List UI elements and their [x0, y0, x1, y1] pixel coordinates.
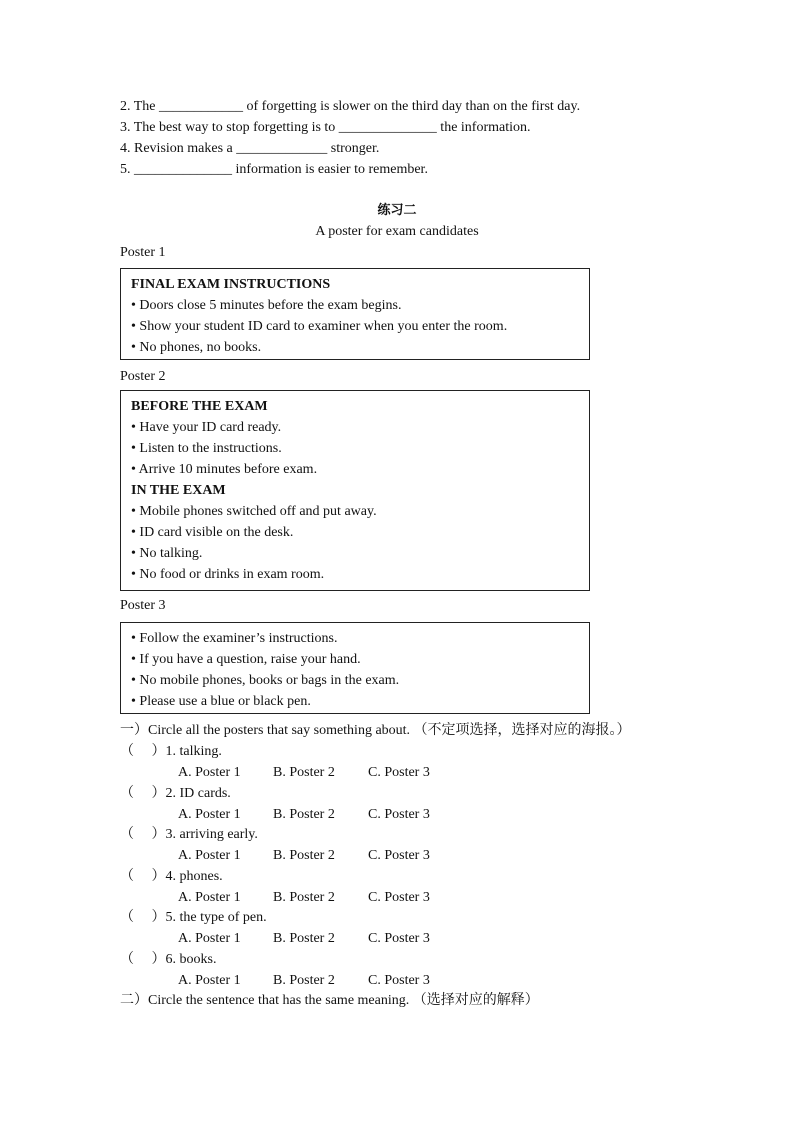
- poster-2-box: [120, 390, 590, 591]
- question-1-option-c[interactable]: C. Poster 3: [368, 765, 430, 780]
- poster-3-item: • If you have a question, raise your hand.: [131, 652, 361, 667]
- question-3-option-b[interactable]: B. Poster 2: [273, 848, 335, 863]
- question-1-option-a[interactable]: A. Poster 1: [178, 765, 241, 780]
- part-2-instruction: 二）Circle the sentence that has the same meaning. （选择对应的解释）: [120, 993, 539, 1008]
- section-subtitle: A poster for exam candidates: [315, 224, 479, 239]
- poster-3-item: • No mobile phones, books or bags in the exam.: [131, 673, 400, 688]
- question-5-option-c[interactable]: C. Poster 3: [368, 931, 430, 946]
- poster-3-box: [120, 622, 590, 714]
- question-6: （ ）6. books.: [120, 952, 217, 967]
- question-6-option-a[interactable]: A. Poster 1: [178, 973, 241, 988]
- poster-1-label: Poster 1: [120, 245, 166, 260]
- part-1-instruction: 一）Circle all the posters that say something about. （不定项选择，选择对应的海报。）: [120, 723, 631, 738]
- question-2-option-a[interactable]: A. Poster 1: [178, 807, 241, 822]
- poster-1-heading: FINAL EXAM INSTRUCTIONS: [131, 277, 331, 292]
- poster-1-item: • Show your student ID card to examiner when you enter the room.: [131, 319, 508, 334]
- poster-3-item: • Please use a blue or black pen.: [131, 694, 311, 709]
- question-2: （ ）2. ID cards.: [120, 786, 231, 801]
- poster-2-label: Poster 2: [120, 369, 166, 384]
- question-5-option-b[interactable]: B. Poster 2: [273, 931, 335, 946]
- poster-2-heading-in: IN THE EXAM: [131, 483, 226, 498]
- question-2-option-b[interactable]: B. Poster 2: [273, 807, 335, 822]
- poster-1-box: [120, 268, 590, 360]
- poster-3-item: • Follow the examiner’s instructions.: [131, 631, 338, 646]
- fill-in-sentence-3: 3. The best way to stop forgetting is to ______________ the information.: [120, 120, 531, 135]
- fill-in-sentence-5: 5. ______________ information is easier to remember.: [120, 162, 428, 177]
- question-5: （ ）5. the type of pen.: [120, 910, 267, 925]
- poster-2-heading-before: BEFORE THE EXAM: [131, 399, 268, 414]
- question-4-option-b[interactable]: B. Poster 2: [273, 890, 335, 905]
- question-3-option-a[interactable]: A. Poster 1: [178, 848, 241, 863]
- poster-3-label: Poster 3: [120, 598, 166, 613]
- question-3-option-c[interactable]: C. Poster 3: [368, 848, 430, 863]
- question-3: （ ）3. arriving early.: [120, 827, 258, 842]
- poster-2-item: • Have your ID card ready.: [131, 420, 282, 435]
- question-5-option-a[interactable]: A. Poster 1: [178, 931, 241, 946]
- poster-2-item: • No food or drinks in exam room.: [131, 567, 325, 582]
- question-6-option-c[interactable]: C. Poster 3: [368, 973, 430, 988]
- poster-2-item: • ID card visible on the desk.: [131, 525, 294, 540]
- question-4-option-a[interactable]: A. Poster 1: [178, 890, 241, 905]
- fill-in-sentence-4: 4. Revision makes a _____________ stronger.: [120, 141, 380, 156]
- poster-2-item: • No talking.: [131, 546, 203, 561]
- poster-2-item: • Arrive 10 minutes before exam.: [131, 462, 318, 477]
- section-title: 练习二: [377, 203, 417, 218]
- question-1-option-b[interactable]: B. Poster 2: [273, 765, 335, 780]
- question-4-option-c[interactable]: C. Poster 3: [368, 890, 430, 905]
- poster-2-item: • Mobile phones switched off and put away.: [131, 504, 377, 519]
- question-6-option-b[interactable]: B. Poster 2: [273, 973, 335, 988]
- poster-2-item: • Listen to the instructions.: [131, 441, 282, 456]
- poster-1-item: • No phones, no books.: [131, 340, 262, 355]
- question-2-option-c[interactable]: C. Poster 3: [368, 807, 430, 822]
- fill-in-sentence-2: 2. The ____________ of forgetting is slower on the third day than on the first day.: [120, 99, 581, 114]
- question-1: （ ）1. talking.: [120, 744, 222, 759]
- question-4: （ ）4. phones.: [120, 869, 223, 884]
- poster-1-item: • Doors close 5 minutes before the exam begins.: [131, 298, 402, 313]
